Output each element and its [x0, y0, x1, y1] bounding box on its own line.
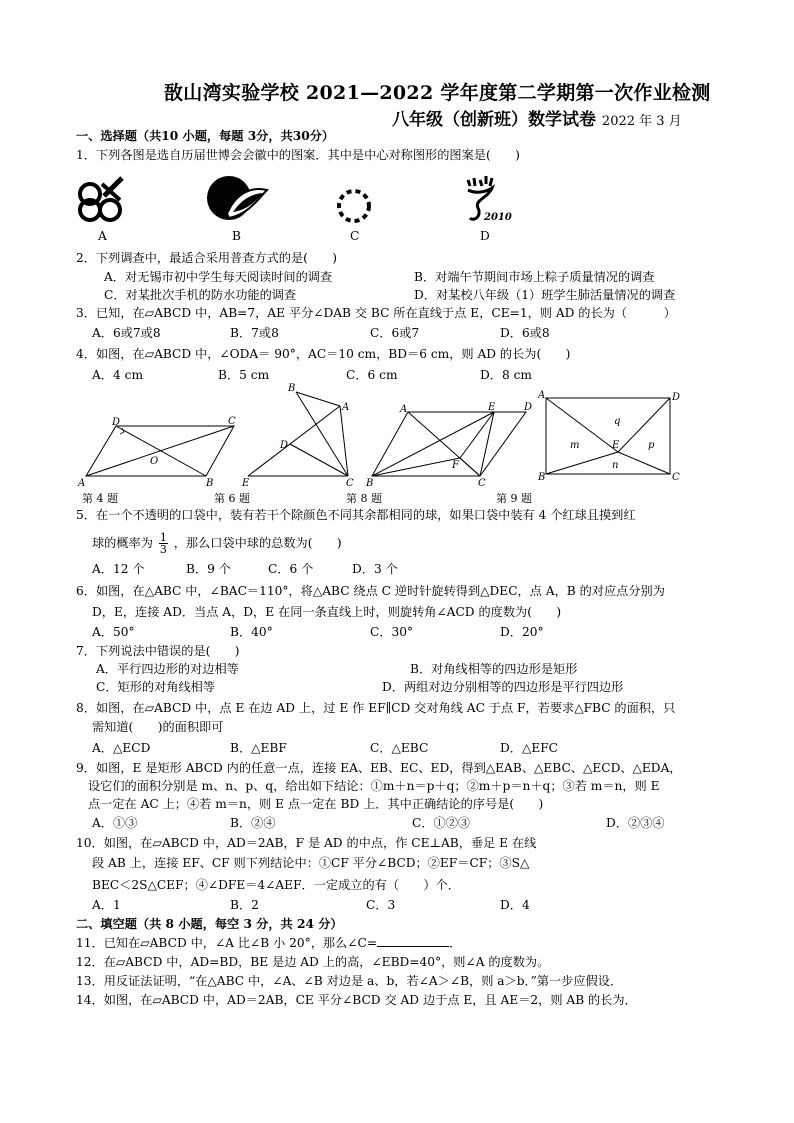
fig8-point-a: A	[400, 404, 408, 415]
exam-subtitle	[392, 105, 682, 130]
q7-option-b: B．对角线相等的四边形是矩形	[410, 662, 578, 676]
q8-option-c: C．△EBC	[370, 741, 429, 755]
q3-option-c: C．6或7	[370, 326, 420, 340]
fig9-point-b: B	[538, 472, 546, 483]
q6-stem-line1: 6．如图，在△ABC 中，∠BAC＝110°，将△ABC 绕点 C 逆时针旋转得到△DEC，点 A，B 的对应点分别为	[76, 584, 665, 598]
svg-text:2010: 2010	[484, 212, 512, 223]
subtitle-text: 八年级（创新班）数学试卷	[392, 110, 596, 130]
q5-stem-line2	[92, 532, 342, 555]
q3-option-a: A．6或7或8	[92, 326, 161, 340]
exam-title: 敔山湾实验学校 2021—2022 学年度第二学期第一次作业检测	[164, 82, 711, 104]
q4-option-d: D．8 cm	[480, 368, 532, 382]
q1-emblem-c	[334, 186, 374, 226]
q8-option-a: A．△ECD	[92, 741, 151, 755]
fig6-caption: 第 6 题	[214, 492, 250, 505]
q5-option-b: B．9 个	[186, 562, 231, 576]
fig9-point-e: E	[612, 440, 620, 451]
figure-q6-triangles	[240, 382, 360, 488]
q1-stem: 1．下列各图是选自历届世博会会徽中的图案．其中是中心对称图形的图案是( )	[76, 148, 520, 162]
q9-stem-line2: 设它们的面积分别是 m、n、p、q，给出如下结论：①m＋n＝p＋q；②m＋p＝n＋q；③若 m＝n，则 E	[88, 779, 660, 793]
q5-frac-numerator: 1	[159, 531, 167, 544]
q10-option-a: A．1	[92, 898, 121, 912]
q5-stem-part2: ，那么口袋中球的总数为( )	[173, 536, 342, 550]
q5-option-d: D．3 个	[352, 562, 398, 576]
q7-option-a: A．平行四边形的对边相等	[96, 662, 239, 676]
q9-option-d: D．②③④	[606, 816, 665, 830]
q13-stem: 13．用反证法证明，“在△ABC 中，∠A、∠B 对边是 a、b，若∠A＞∠B，则 a＞b．”第一步应假设．	[76, 974, 623, 988]
section1-heading: 一、选择题（共10 小题，每题 3分，共30分）	[76, 129, 335, 143]
figure-q8-parallelogram	[364, 400, 536, 488]
q9-option-b: B．②④	[230, 816, 276, 830]
q7-option-c: C．矩形的对角线相等	[96, 680, 216, 694]
q9-option-a: A．①③	[92, 816, 138, 830]
fig8-point-e: E	[488, 402, 496, 413]
fig9-point-a: A	[538, 390, 546, 401]
fig4-caption: 第 4 题	[82, 492, 118, 505]
q6-option-c: C．30°	[370, 625, 414, 639]
q2-option-a: A．对无锡市初中学生每天阅读时间的调查	[104, 270, 333, 284]
q9-stem-line3: 点一定在 AC 上；④若 m＝n，则 E 点一定在 BD 上．其中正确结论的序号是( )	[88, 797, 544, 811]
q10-option-c: C．3	[366, 898, 396, 912]
q10-option-d: D．4	[500, 898, 530, 912]
q1-emblem-d	[462, 172, 512, 228]
q5-option-a: A．12 个	[92, 562, 145, 576]
fig9-region-m: m	[570, 440, 580, 451]
q7-stem: 7．下列说法中错误的是( )	[76, 644, 240, 658]
q5-frac-denominator: 3	[159, 543, 167, 556]
q3-option-b: B．7或8	[230, 326, 279, 340]
fig9-region-q: q	[614, 416, 621, 427]
q5-stem-line1: 5．在一个不透明的口袋中，装有若干个除颜色不同其余都相同的球，如果口袋中装有 4 个红球且摸到红	[76, 508, 636, 522]
q11-answer-blank[interactable]	[377, 936, 449, 947]
fig8-point-d: D	[524, 402, 533, 413]
q8-option-b: B．△EBF	[230, 741, 287, 755]
q2-option-b: B．对端午节期间市场上粽子质量情况的调查	[414, 270, 655, 284]
q2-option-d: D．对某校八年级（1）班学生肺活量情况的调查	[414, 288, 676, 302]
fig9-region-n: n	[612, 460, 619, 471]
q10-stem-line2: 段 AB 上，连接 EF、CF 则下列结论中：①CF 平分∠BCD；②EF＝CF；③S△	[92, 856, 530, 870]
q9-stem-line1: 9．如图，E 是矩形 ABCD 内的任意一点，连接 EA、EB、EC、ED，得到△EAB、△EBC、△ECD、△EDA，	[76, 761, 682, 775]
fig6-point-d: D	[280, 440, 289, 451]
q2-option-c: C．对某批次手机的防水功能的调查	[104, 288, 297, 302]
q12-stem: 12．在▱ABCD 中，AD=BD，BE 是边 AD 上的高，∠EBD=40°，则∠A 的度数为。	[76, 955, 550, 969]
fig8-point-f: F	[452, 460, 459, 471]
q4-option-b: B．5 cm	[218, 368, 270, 382]
q10-option-b: B．2	[230, 898, 259, 912]
q6-stem-line2: D，E，连接 AD．当点 A，D，E 在同一条直线上时，则旋转角∠ACD 的度数为( )	[92, 605, 562, 619]
fig9-region-p: p	[648, 440, 655, 451]
q3-stem: 3．已知，在▱ABCD 中，AB=7，AE 平分∠DAB 交 BC 所在直线于点 E，CE=1，则 AD 的长为（ ）	[76, 306, 676, 320]
fig4-point-b: B	[206, 478, 214, 488]
q4-option-a: A．4 cm	[92, 368, 143, 382]
q4-stem: 4．如图，在▱ABCD 中，∠ODA＝ 90°，AC＝10 cm，BD＝6 cm，则 AD 的长为( )	[76, 347, 571, 361]
fig4-point-d: D	[112, 417, 121, 428]
q1-label-a: A	[98, 229, 107, 243]
q1-emblem-a	[76, 174, 132, 226]
exam-date: 2022 年 3 月	[601, 114, 682, 129]
q4-option-c: C．6 cm	[346, 368, 398, 382]
q10-stem-line1: 10．如图，在▱ABCD 中，AD＝2AB，F 是 AD 的中点，作 CE⊥AB，垂足 E 在线	[76, 836, 537, 850]
q8-stem-line1: 8．如图，在▱ABCD 中，点 E 在边 AD 上，过 E 作 EF∥CD 交对角线 AC 于点 F，若要求△FBC 的面积，只	[76, 701, 676, 715]
fig9-point-c: C	[672, 472, 680, 483]
q2-stem: 2．下列调查中，最适合采用普查方式的是( )	[76, 251, 338, 265]
figure-q4-parallelogram	[76, 412, 246, 488]
q11-stem	[76, 935, 461, 951]
fig4-point-c: C	[228, 416, 236, 427]
fig8-caption: 第 8 题	[346, 492, 382, 505]
fig6-point-e: E	[242, 478, 250, 488]
q6-option-b: B．40°	[230, 625, 273, 639]
fig8-point-b: B	[366, 478, 374, 488]
q1-label-d: D	[480, 229, 490, 243]
q5-stem-part1: 球的概率为	[92, 536, 153, 550]
fig8-point-c: C	[478, 478, 486, 488]
q8-option-d: D．△EFC	[500, 741, 559, 755]
q3-option-d: D．6或8	[500, 326, 550, 340]
section2-heading: 二、填空题（共 8 小题，每空 3 分，共 24 分）	[76, 917, 343, 931]
fig6-point-b: B	[288, 383, 296, 394]
q7-option-d: D．两组对边分别相等的四边形是平行四边形	[382, 680, 624, 694]
fig9-caption: 第 9 题	[496, 492, 532, 505]
q11-end: ．	[449, 936, 462, 950]
q5-probability-fraction	[159, 532, 168, 555]
q11-text: 11．已知在▱ABCD 中，∠A 比∠B 小 20°，那么∠C=	[76, 936, 378, 950]
q1-label-c: C	[350, 229, 360, 243]
fig6-point-a: A	[342, 402, 350, 413]
fig4-point-o: O	[150, 456, 159, 467]
q14-stem: 14．如图，在▱ABCD 中，AD＝2AB，CE 平分∠BCD 交 AD 边于点 E，且 AE＝2，则 AB 的长为．	[76, 993, 637, 1007]
q1-label-b: B	[232, 229, 241, 243]
q6-option-d: D．20°	[500, 625, 544, 639]
fig4-point-a: A	[78, 478, 86, 488]
q5-option-c: C．6 个	[268, 562, 314, 576]
figure-q9-rectangle	[536, 390, 686, 484]
q10-stem-line3: BEC＜2S△CEF；④∠DFE＝4∠AEF．一定成立的有（ ）个．	[92, 878, 460, 892]
q6-option-a: A．50°	[92, 625, 135, 639]
q8-stem-line2: 需知道( )的面积即可	[92, 720, 224, 734]
fig6-point-c: C	[346, 478, 354, 488]
q1-emblem-b	[205, 174, 269, 224]
q9-option-c: C．①②③	[412, 816, 471, 830]
fig9-point-d: D	[672, 392, 681, 403]
